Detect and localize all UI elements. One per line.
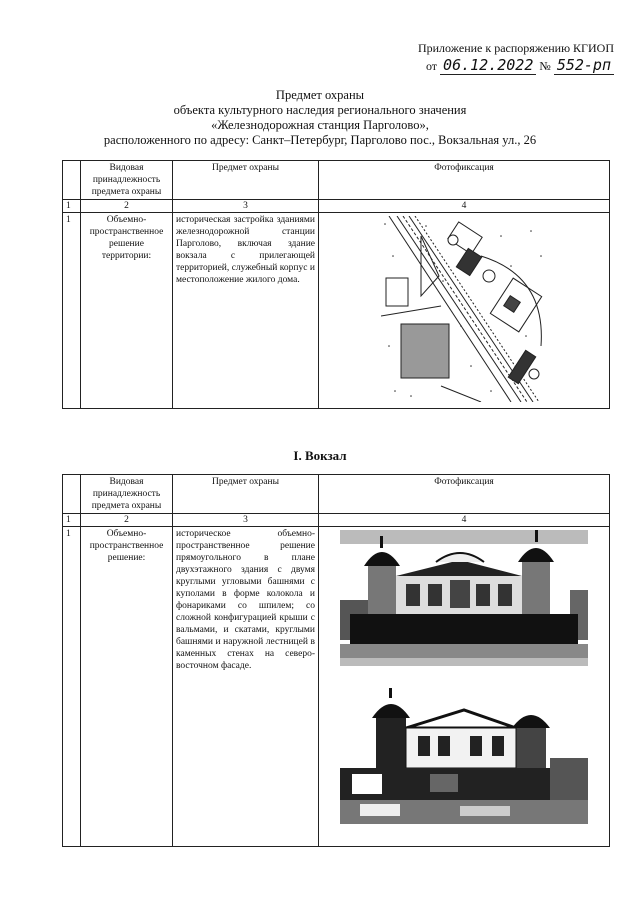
header-subject: Предмет охраны [173,475,319,514]
table-number-row [63,514,610,527]
photo-cell [319,213,610,409]
table-number-row [63,200,610,213]
protection-table-territory [62,160,610,409]
title-line-4: расположенного по адресу: Санкт–Петербург, Парголово пос., Вокзальная ул., 26 [103,133,537,147]
station-photo-1 [340,530,588,666]
table-row [63,213,610,409]
table-header-row [63,475,610,514]
header-type: Видовая принадлежность предмета охраны [81,161,173,200]
appendix-date-line [418,57,614,75]
table-header-row [63,161,610,200]
header-type: Видовая принадлежность предмета охраны [81,475,173,514]
col-number: 4 [319,514,610,527]
col-number: 2 [81,200,173,213]
appendix-date: 06.12.2022 [440,56,536,75]
row-subject: историческое объемно-пространственное решение прямоугольного в плане двухэтажного здания с двумя круглыми угловыми башнями с куполами в форме колокола и фонариками со шпилем; со сложной конфигурацией крыши с вальмами, и скатами, круглыми башнями и наружной лестницей в каменных стенах на северо-восточном фасаде. [173,527,319,847]
protection-table-station [62,474,610,847]
document-title [0,88,640,148]
appendix-no: № [539,59,551,73]
row-number: 1 [63,527,81,847]
appendix-block [418,40,614,75]
title-line-2: объекта культурного наследия регионального значения [173,103,467,117]
col-number: 4 [319,200,610,213]
col-number: 1 [63,514,81,527]
title-line-1: Предмет охраны [275,88,365,102]
title-line-3: «Железнодорожная станция Парголово», [211,118,429,132]
appendix-from: от [425,59,438,73]
photo-cell [319,527,610,847]
row-type: Объемно-пространственное решение территории: [81,213,173,409]
header-photo: Фотофиксация [319,475,610,514]
table-row [63,527,610,847]
row-number: 1 [63,213,81,409]
header-subject: Предмет охраны [173,161,319,200]
appendix-number: 552-рп [554,56,614,75]
appendix-line: Приложение к распоряжению КГИОП [417,41,614,55]
station-photo-2 [340,688,588,824]
header-photo: Фотофиксация [319,161,610,200]
row-subject: историческая застройка зданиями железнодорожной станции Парголово, включая здание вокзала с прилегающей территорией, служебный корпус и местоположение жилого дома. [173,213,319,409]
col-number: 3 [173,514,319,527]
section-title: I. Вокзал [293,448,347,463]
site-plan-map [381,216,547,402]
row-type: Объемно-пространственное решение: [81,527,173,847]
col-number: 3 [173,200,319,213]
col-number: 1 [63,200,81,213]
col-number: 2 [81,514,173,527]
